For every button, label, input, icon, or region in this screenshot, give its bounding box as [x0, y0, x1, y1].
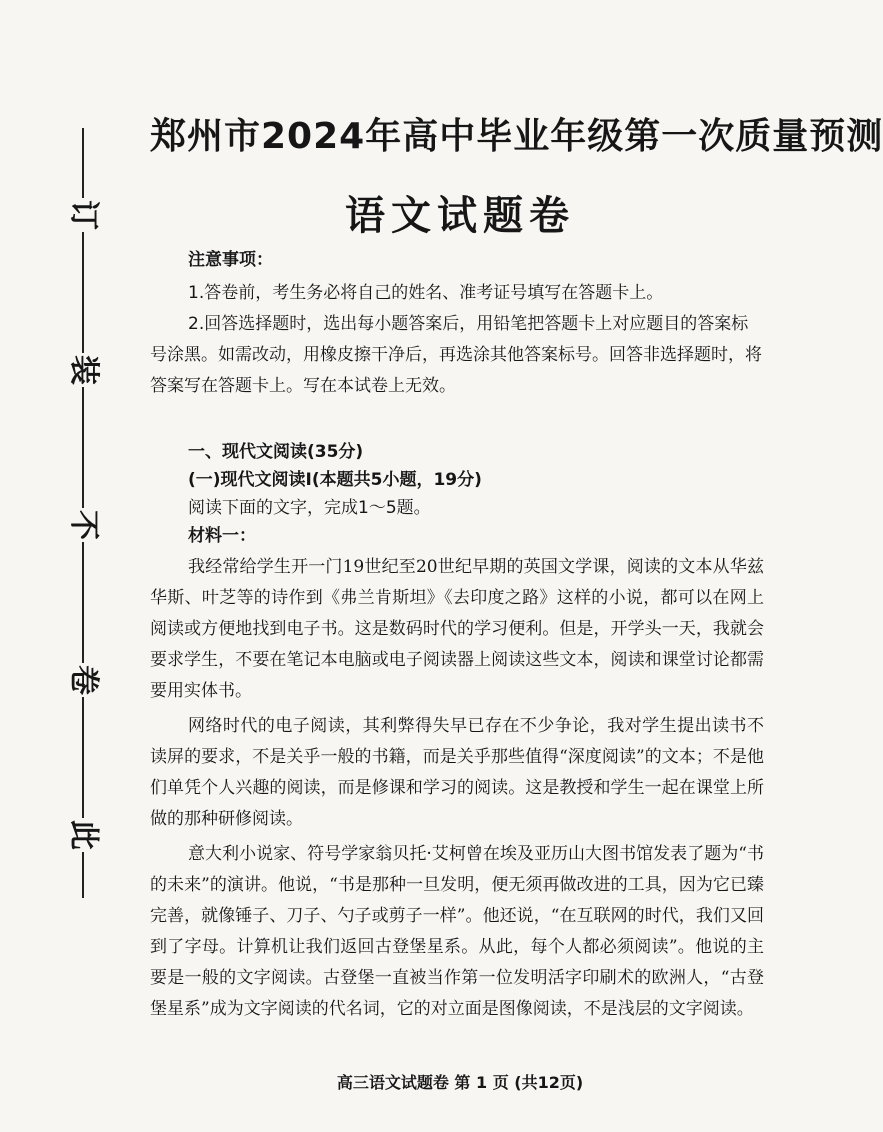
passage-paragraph: 网络时代的电子阅读，其利弊得失早已存在不少争论，我对学生提出读书不读屏的要求，不是关乎一般的书籍，而是关乎那些值得“深度阅读”的文本；不是他们单凭个人兴趣的阅读，而是修课和学习的阅读。这是教授和学生一起在课堂上所做的那种研修阅读。 [150, 716, 764, 829]
exam-subtitle: 语文试题卷 [345, 193, 575, 239]
passage-paragraph: 意大利小说家、符号学家翁贝托·艾柯曾在埃及亚历山大图书馆发表了题为“书的未来”的演讲。他说，“书是那种一旦发明，便无须再做改进的工具，因为它已臻完善，就像锤子、刀子、勺子或剪子一样”。他还说，“在互联网的时代，我们又回到了字母。计算机让我们返回古登堡星系。从此，每个人都必须阅读”。他说的主要是一般的文字阅读。古登堡一直被当作第一位发明活字印刷术的欧洲人，“古登堡星系”成为文字阅读的代名词，它的对立面是图像阅读，不是浅层的文字阅读。 [150, 844, 764, 1019]
section-title: 一、现代文阅读(35分) [188, 442, 364, 462]
sub-section-title: (一)现代文阅读Ⅰ(本题共5小题，19分) [188, 470, 482, 490]
notice-item: 2.回答选择题时，选出每小题答案后，用铅笔把答题卡上对应题目的答案标号涂黑。如需改动，用橡皮擦干净后，再选涂其他答案标号。回答非选择题时，将答案写在答题卡上。写在本试卷上无效。 [150, 314, 762, 396]
material-label: 材料一： [188, 526, 256, 546]
binding-char: 此 [66, 820, 101, 850]
binding-char: 卷 [66, 665, 101, 695]
page-footer: 高三语文试题卷 第 1 页 (共12页) [336, 1073, 584, 1092]
notice-item: 1.答卷前，考生务必将自己的姓名、准考证号填写在答题卡上。 [188, 283, 664, 303]
exam-content [150, 246, 764, 1029]
exam-title: 郑州市2024年高中毕业年级第一次质量预测 [150, 116, 883, 157]
notice-heading: 注意事项： [188, 250, 273, 270]
binding-char: 不 [66, 510, 101, 540]
reading-instruction: 阅读下面的文字，完成1～5题。 [188, 498, 431, 518]
binding-char: 装 [66, 355, 101, 385]
binding-margin [52, 128, 101, 898]
binding-char: 订 [66, 200, 101, 230]
passage-paragraph: 我经常给学生开一门19世纪至20世纪早期的英国文学课，阅读的文本从华兹华斯、叶芝等的诗作到《弗兰肯斯坦》《去印度之路》这样的小说，都可以在网上阅读或方便地找到电子书。这是数码时代的学习便利。但是，开学头一天，我就会要求学生，不要在笔记本电脑或电子阅读器上阅读这些文本，阅读和课堂讨论都需要用实体书。 [150, 557, 764, 701]
